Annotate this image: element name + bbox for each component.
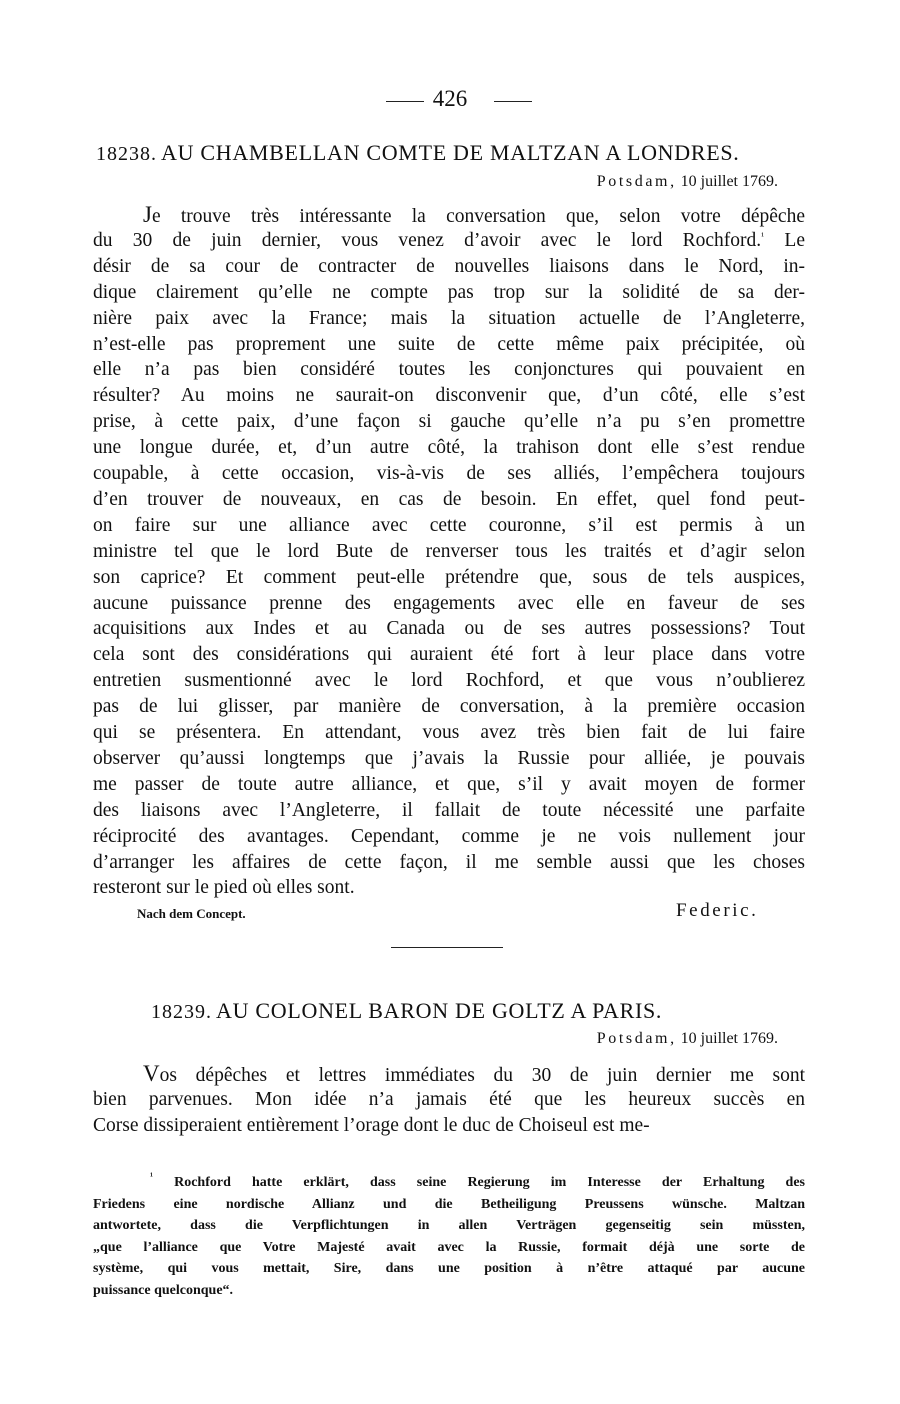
text-line: des liaisons avec l’Angleterre, il fallait de toute nécessité une parfaite: [93, 799, 805, 821]
footnote-marker: ¹: [150, 1171, 153, 1182]
letter-heading: [151, 998, 662, 1024]
text-line: cela sont des considérations qui auraient été fort à leur place dans votre: [93, 644, 805, 666]
text-line: une longue durée, et, d’un autre côté, la trahison dont elle s’est rendue: [93, 437, 805, 459]
source-note: Nach dem Concept.: [137, 906, 246, 921]
text-line: coupable, à cette occasion, vis-à-vis de ses alliés, l’empêchera toujours: [93, 463, 805, 484]
text-line: d’arranger les affaires de cette façon, il me semble aussi que les choses: [93, 851, 805, 873]
dateline-place: Potsdam,: [596, 1030, 677, 1047]
text-line: on faire sur une alliance avec cette couronne, s’il est permis à un: [93, 514, 805, 536]
text-line: resteront sur le pied où elles sont.: [93, 877, 355, 899]
initial-letter: J: [143, 202, 152, 227]
text-line: résulter? Au moins ne saurait-on disconvenir que, d’un côté, elle s’est: [93, 385, 805, 407]
letter-heading: [96, 140, 740, 166]
text-line: Corse dissiperaient entièrement l’orage dont le duc de Choiseul est me-: [93, 1114, 650, 1136]
dateline-date: 10 juillet 1769.: [680, 1030, 778, 1047]
signature: Federic.: [676, 900, 759, 921]
dateline-date: 10 juillet 1769.: [680, 173, 778, 190]
letter-number: 18238.: [96, 143, 157, 165]
initial-letter: V: [143, 1061, 160, 1086]
letter-number: 18239.: [151, 1001, 212, 1023]
text-line: qui se présentera. En attendant, vous avez très bien fait de lui faire: [93, 722, 805, 743]
text-line: antwortete, dass die Verpflichtungen in allen Verträgen gegenseitig sein müssten,: [93, 1218, 805, 1233]
footnote-marker: ¹: [761, 230, 765, 242]
page-number-dash-right: [494, 101, 532, 102]
letter-dateline: [597, 173, 778, 191]
page-number: 426: [432, 86, 468, 111]
text-line: dique clairement qu’elle ne compte pas trop sur la solidité de sa der-: [93, 281, 805, 303]
text-line: acquisitions aux Indes et au Canada ou de ses autres possessions? Tout: [93, 618, 805, 640]
text-line: n’est-elle pas proprement une suite de cette même paix précipitée, où: [93, 333, 805, 355]
text-line: observer qu’aussi longtemps que j’avais la Russie pour alliée, je pouvais: [93, 747, 805, 769]
letter-dateline: [597, 1030, 778, 1048]
text-line: bien parvenues. Mon idée n’a jamais été que les heureux succès en: [93, 1088, 805, 1110]
text-line: „que l’alliance que Votre Majesté avait avec la Russie, formait déjà une sorte de: [93, 1239, 805, 1255]
text-line: nière paix avec la France; mais la situation actuelle de l’Angleterre,: [93, 307, 805, 329]
text-line: aucune puissance prenne des engagements avec elle en faveur de ses: [93, 592, 805, 614]
text-line: prise, à cette paix, d’une façon si gauche qu’elle n’a pu s’en promettre: [93, 411, 805, 433]
text-line: Friedens eine nordische Allianz und die Betheiligung Preussens wünsche. Maltzan: [93, 1196, 805, 1212]
letter-title: AU COLONEL BARON DE GOLTZ A PARIS.: [216, 998, 663, 1023]
section-divider: [391, 947, 503, 948]
text-line: désir de sa cour de contracter de nouvelles liaisons dans le Nord, in-: [93, 255, 805, 277]
text-line: réciprocité des avantages. Cependant, comme je ne vois nullement jour: [93, 825, 805, 847]
text-line: pas de lui glisser, par manière de conversation, à la première occasion: [93, 696, 805, 718]
dateline-place: Potsdam,: [596, 173, 677, 190]
text-line: d’en trouver de nouveaux, en cas de besoin. En effet, quel fond peut-: [93, 488, 805, 510]
text-line: du 30 de juin dernier, vous venez d’avoir avec le lord Rochford.$^{^1}$ Le: [93, 229, 805, 251]
text-line: ministre tel que le lord Bute de renverser tous les traités et d’agir selon: [93, 540, 805, 562]
text-line: Je trouve très intéressante la conversation que, selon votre dépêche: [143, 202, 805, 227]
text-line: son caprice? Et comment peut-elle prétendre que, sous de tels auspices,: [93, 566, 805, 588]
text-line: elle n’a pas bien considéré toutes les conjonctures qui pouvaient en: [93, 359, 805, 381]
letter-title: AU CHAMBELLAN COMTE DE MALTZAN A LONDRES.: [161, 140, 740, 165]
text-line: Vos dépêches et lettres immédiates du 30 de juin dernier me sont: [143, 1061, 805, 1086]
text-line: me passer de toute autre alliance, et que, s’il y avait moyen de former: [93, 773, 805, 795]
text-line: puissance quelconque“.: [93, 1282, 234, 1298]
text-line: système, qui vous mettait, Sire, dans une position à n’être attaqué par aucune: [93, 1261, 805, 1276]
text-line: $^{^1}$ Rochford hatte erklärt, dass seine Regierung im Interesse der Erhaltung des: [150, 1171, 805, 1190]
text-line: entretien susmentionné avec le lord Rochford, et que vous n’oublierez: [93, 670, 805, 692]
